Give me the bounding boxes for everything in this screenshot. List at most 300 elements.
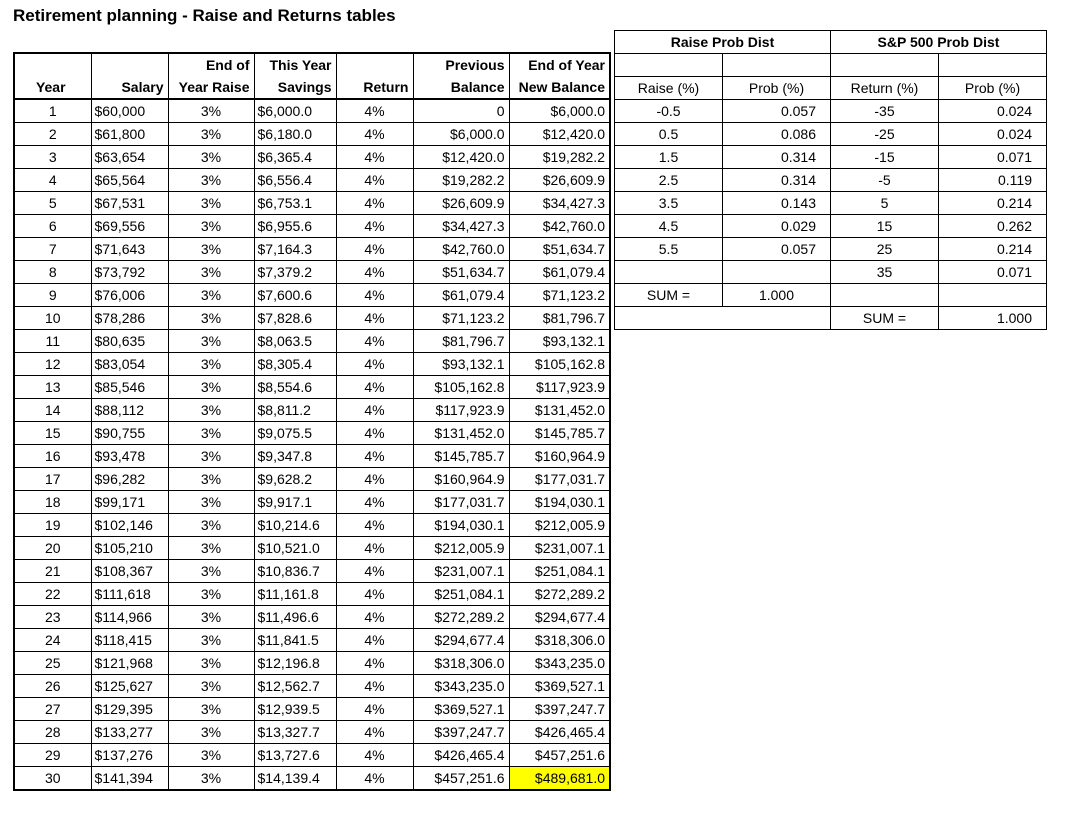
return-value-cell[interactable]: 5: [831, 192, 939, 215]
table-row: [14, 123, 610, 146]
savings-cell[interactable]: $6,365.4: [254, 146, 336, 169]
previous-balance-cell[interactable]: $51,634.7: [413, 261, 509, 284]
raise-cell[interactable]: 3%: [168, 422, 254, 445]
return-value-cell[interactable]: -25: [831, 123, 939, 146]
raise-prob-cell[interactable]: 0.057: [723, 238, 831, 261]
year-cell[interactable]: 6: [14, 215, 91, 238]
raise-cell[interactable]: 3%: [168, 169, 254, 192]
previous-balance-cell[interactable]: $194,030.1: [413, 514, 509, 537]
salary-cell[interactable]: $137,276: [91, 744, 168, 767]
return-cell[interactable]: 4%: [336, 422, 413, 445]
previous-balance-cell[interactable]: $12,420.0: [413, 146, 509, 169]
raise-cell[interactable]: 3%: [168, 514, 254, 537]
salary-header-top[interactable]: [91, 53, 168, 76]
raise-cell[interactable]: 3%: [168, 376, 254, 399]
return-value-cell[interactable]: -35: [831, 100, 939, 123]
year-cell[interactable]: 15: [14, 422, 91, 445]
savings-cell[interactable]: $11,841.5: [254, 629, 336, 652]
balance-table: [13, 52, 611, 791]
year-cell[interactable]: 22: [14, 583, 91, 606]
salary-cell[interactable]: $93,478: [91, 445, 168, 468]
empty-cell: [615, 54, 723, 77]
year-cell[interactable]: 26: [14, 675, 91, 698]
year-cell[interactable]: 29: [14, 744, 91, 767]
new-balance-cell[interactable]: $71,123.2: [509, 284, 610, 307]
table-row: [14, 261, 610, 284]
year-cell[interactable]: 21: [14, 560, 91, 583]
return-header-bottom[interactable]: Return: [336, 76, 413, 99]
empty-cell: [939, 284, 1047, 307]
salary-cell[interactable]: $125,627: [91, 675, 168, 698]
raise-cell[interactable]: 3%: [168, 537, 254, 560]
salary-cell[interactable]: $73,792: [91, 261, 168, 284]
return-cell[interactable]: 4%: [336, 698, 413, 721]
prob-row: [615, 307, 1047, 330]
raise-cell[interactable]: 3%: [168, 123, 254, 146]
previous-balance-cell[interactable]: $145,785.7: [413, 445, 509, 468]
year-cell[interactable]: 2: [14, 123, 91, 146]
empty-cell: [615, 307, 723, 330]
savings-cell[interactable]: $6,753.1: [254, 192, 336, 215]
salary-cell[interactable]: $71,643: [91, 238, 168, 261]
previous-balance-header-bottom[interactable]: Balance: [413, 76, 509, 99]
table-row: [14, 652, 610, 675]
table-row: [14, 537, 610, 560]
salary-cell[interactable]: $108,367: [91, 560, 168, 583]
return-cell[interactable]: 4%: [336, 675, 413, 698]
return-value-cell[interactable]: 15: [831, 215, 939, 238]
savings-cell[interactable]: $10,521.0: [254, 537, 336, 560]
new-balance-cell[interactable]: $81,796.7: [509, 307, 610, 330]
raise-cell[interactable]: 3%: [168, 583, 254, 606]
savings-cell[interactable]: $7,379.2: [254, 261, 336, 284]
prob-row: [615, 100, 1047, 123]
new-balance-cell[interactable]: $397,247.7: [509, 698, 610, 721]
sp500-table-title[interactable]: S&P 500 Prob Dist: [831, 31, 1047, 54]
return-cell[interactable]: 4%: [336, 606, 413, 629]
prob-blank-row: [615, 54, 1047, 77]
return-cell[interactable]: 4%: [336, 307, 413, 330]
year-cell[interactable]: 30: [14, 767, 91, 791]
year-cell[interactable]: 14: [14, 399, 91, 422]
savings-header-bottom[interactable]: Savings: [254, 76, 336, 99]
year-cell[interactable]: 1: [14, 99, 91, 123]
new-balance-cell[interactable]: $145,785.7: [509, 422, 610, 445]
new-balance-cell[interactable]: $272,289.2: [509, 583, 610, 606]
previous-balance-cell[interactable]: $26,609.9: [413, 192, 509, 215]
salary-cell[interactable]: $129,395: [91, 698, 168, 721]
return-cell[interactable]: 4%: [336, 652, 413, 675]
raise-cell[interactable]: 3%: [168, 468, 254, 491]
salary-cell[interactable]: $88,112: [91, 399, 168, 422]
raise-sum-label[interactable]: SUM =: [615, 284, 723, 307]
salary-cell[interactable]: $114,966: [91, 606, 168, 629]
savings-cell[interactable]: $9,917.1: [254, 491, 336, 514]
return-cell[interactable]: 4%: [336, 215, 413, 238]
year-cell[interactable]: 12: [14, 353, 91, 376]
table-row: [14, 307, 610, 330]
return-prob-header[interactable]: Prob (%): [939, 77, 1047, 100]
return-value-cell[interactable]: -15: [831, 146, 939, 169]
raise-cell[interactable]: 3%: [168, 445, 254, 468]
return-cell[interactable]: 4%: [336, 330, 413, 353]
sp500-sum-value[interactable]: 1.000: [939, 307, 1047, 330]
return-header[interactable]: Return (%): [831, 77, 939, 100]
savings-cell[interactable]: $8,811.2: [254, 399, 336, 422]
salary-cell[interactable]: $80,635: [91, 330, 168, 353]
year-cell[interactable]: 5: [14, 192, 91, 215]
year-cell[interactable]: 24: [14, 629, 91, 652]
return-cell[interactable]: 4%: [336, 491, 413, 514]
return-prob-cell[interactable]: 0.024: [939, 123, 1047, 146]
year-cell[interactable]: 25: [14, 652, 91, 675]
new-balance-cell[interactable]: $251,084.1: [509, 560, 610, 583]
prob-row: [615, 146, 1047, 169]
previous-balance-cell[interactable]: $251,084.1: [413, 583, 509, 606]
salary-cell[interactable]: $99,171: [91, 491, 168, 514]
probability-tables: [614, 30, 1047, 330]
year-cell[interactable]: 11: [14, 330, 91, 353]
year-cell[interactable]: 20: [14, 537, 91, 560]
table-row: [14, 606, 610, 629]
return-prob-cell[interactable]: 0.262: [939, 215, 1047, 238]
return-cell[interactable]: 4%: [336, 353, 413, 376]
raise-cell[interactable]: 3%: [168, 560, 254, 583]
salary-cell[interactable]: $96,282: [91, 468, 168, 491]
salary-header-bottom[interactable]: Salary: [91, 76, 168, 99]
raise-value-cell[interactable]: 4.5: [615, 215, 723, 238]
savings-cell[interactable]: $9,628.2: [254, 468, 336, 491]
return-cell[interactable]: 4%: [336, 468, 413, 491]
new-balance-cell[interactable]: $34,427.3: [509, 192, 610, 215]
previous-balance-cell[interactable]: $6,000.0: [413, 123, 509, 146]
return-prob-cell[interactable]: 0.214: [939, 238, 1047, 261]
sheet-title: Retirement planning - Raise and Returns tables: [13, 6, 396, 25]
return-value-cell[interactable]: 35: [831, 261, 939, 284]
year-cell[interactable]: 10: [14, 307, 91, 330]
salary-cell[interactable]: $65,564: [91, 169, 168, 192]
empty-cell: [831, 54, 939, 77]
raise-cell[interactable]: 3%: [168, 261, 254, 284]
savings-cell[interactable]: $7,828.6: [254, 307, 336, 330]
raise-prob-header[interactable]: Prob (%): [723, 77, 831, 100]
salary-cell[interactable]: $102,146: [91, 514, 168, 537]
previous-balance-cell[interactable]: $117,923.9: [413, 399, 509, 422]
new-balance-cell[interactable]: $194,030.1: [509, 491, 610, 514]
salary-cell[interactable]: $78,286: [91, 307, 168, 330]
salary-cell[interactable]: $141,394: [91, 767, 168, 791]
raise-value-cell[interactable]: -0.5: [615, 100, 723, 123]
table-row: [14, 767, 610, 791]
new-balance-cell[interactable]: $212,005.9: [509, 514, 610, 537]
prob-row: [615, 192, 1047, 215]
return-cell[interactable]: 4%: [336, 399, 413, 422]
return-prob-cell[interactable]: 0.071: [939, 261, 1047, 284]
return-cell[interactable]: 4%: [336, 284, 413, 307]
return-cell[interactable]: 4%: [336, 629, 413, 652]
return-cell[interactable]: 4%: [336, 192, 413, 215]
previous-balance-cell[interactable]: $131,452.0: [413, 422, 509, 445]
previous-balance-cell[interactable]: $212,005.9: [413, 537, 509, 560]
salary-cell[interactable]: $76,006: [91, 284, 168, 307]
raise-cell[interactable]: 3%: [168, 238, 254, 261]
table-row: [14, 192, 610, 215]
previous-balance-cell[interactable]: $231,007.1: [413, 560, 509, 583]
savings-cell[interactable]: $8,554.6: [254, 376, 336, 399]
table-row: [14, 215, 610, 238]
raise-cell[interactable]: 3%: [168, 629, 254, 652]
year-cell[interactable]: 4: [14, 169, 91, 192]
return-cell[interactable]: 4%: [336, 261, 413, 284]
raise-cell[interactable]: 3%: [168, 330, 254, 353]
savings-cell[interactable]: $14,139.4: [254, 767, 336, 791]
table-row: [14, 583, 610, 606]
salary-cell[interactable]: $121,968: [91, 652, 168, 675]
return-cell[interactable]: 4%: [336, 514, 413, 537]
year-cell[interactable]: 7: [14, 238, 91, 261]
raise-cell[interactable]: 3%: [168, 721, 254, 744]
year-cell[interactable]: 8: [14, 261, 91, 284]
savings-cell[interactable]: $6,180.0: [254, 123, 336, 146]
previous-balance-cell[interactable]: $105,162.8: [413, 376, 509, 399]
salary-cell[interactable]: $85,546: [91, 376, 168, 399]
new-balance-cell[interactable]: $343,235.0: [509, 652, 610, 675]
return-header-top[interactable]: [336, 53, 413, 76]
prob-row: [615, 215, 1047, 238]
new-balance-cell[interactable]: $105,162.8: [509, 353, 610, 376]
raise-prob-cell[interactable]: 0.314: [723, 146, 831, 169]
raise-cell[interactable]: 3%: [168, 606, 254, 629]
return-cell[interactable]: 4%: [336, 99, 413, 123]
savings-cell[interactable]: $11,496.6: [254, 606, 336, 629]
previous-balance-cell[interactable]: $160,964.9: [413, 468, 509, 491]
raise-cell[interactable]: 3%: [168, 99, 254, 123]
new-balance-cell[interactable]: $489,681.0: [509, 767, 610, 791]
year-cell[interactable]: 13: [14, 376, 91, 399]
year-cell[interactable]: 27: [14, 698, 91, 721]
raise-prob-cell[interactable]: 0.314: [723, 169, 831, 192]
table-row: [14, 744, 610, 767]
salary-cell[interactable]: $111,618: [91, 583, 168, 606]
year-header-bottom[interactable]: Year: [14, 76, 91, 99]
salary-cell[interactable]: $118,415: [91, 629, 168, 652]
year-cell[interactable]: 3: [14, 146, 91, 169]
savings-cell[interactable]: $12,562.7: [254, 675, 336, 698]
raise-cell[interactable]: 3%: [168, 744, 254, 767]
savings-header-top[interactable]: This Year: [254, 53, 336, 76]
savings-cell[interactable]: $7,164.3: [254, 238, 336, 261]
return-cell[interactable]: 4%: [336, 169, 413, 192]
new-balance-header-top[interactable]: End of Year: [509, 53, 610, 76]
raise-cell[interactable]: 3%: [168, 491, 254, 514]
new-balance-cell[interactable]: $26,609.9: [509, 169, 610, 192]
raise-sum-value[interactable]: 1.000: [723, 284, 831, 307]
year-cell[interactable]: 19: [14, 514, 91, 537]
new-balance-cell[interactable]: $426,465.4: [509, 721, 610, 744]
prob-titles-row: [615, 31, 1047, 54]
table-row: [14, 675, 610, 698]
savings-cell[interactable]: $8,063.5: [254, 330, 336, 353]
savings-cell[interactable]: $13,727.6: [254, 744, 336, 767]
return-cell[interactable]: 4%: [336, 123, 413, 146]
raise-table-title[interactable]: Raise Prob Dist: [615, 31, 831, 54]
new-balance-cell[interactable]: $117,923.9: [509, 376, 610, 399]
raise-cell[interactable]: 3%: [168, 399, 254, 422]
previous-balance-cell[interactable]: $272,289.2: [413, 606, 509, 629]
savings-cell[interactable]: $8,305.4: [254, 353, 336, 376]
previous-balance-cell[interactable]: $457,251.6: [413, 767, 509, 791]
year-cell[interactable]: 23: [14, 606, 91, 629]
raise-cell[interactable]: 3%: [168, 215, 254, 238]
new-balance-header-bottom[interactable]: New Balance: [509, 76, 610, 99]
raise-cell[interactable]: 3%: [168, 192, 254, 215]
return-cell[interactable]: 4%: [336, 583, 413, 606]
return-cell[interactable]: 4%: [336, 721, 413, 744]
table-row: [14, 399, 610, 422]
raise-value-cell[interactable]: 5.5: [615, 238, 723, 261]
new-balance-cell[interactable]: $160,964.9: [509, 445, 610, 468]
savings-cell[interactable]: $9,347.8: [254, 445, 336, 468]
new-balance-cell[interactable]: $318,306.0: [509, 629, 610, 652]
previous-balance-cell[interactable]: $294,677.4: [413, 629, 509, 652]
new-balance-cell[interactable]: $457,251.6: [509, 744, 610, 767]
raise-cell[interactable]: 3%: [168, 698, 254, 721]
salary-cell[interactable]: $90,755: [91, 422, 168, 445]
year-cell[interactable]: 28: [14, 721, 91, 744]
raise-header[interactable]: Raise (%): [615, 77, 723, 100]
salary-cell[interactable]: $105,210: [91, 537, 168, 560]
prob-headers-row: [615, 77, 1047, 100]
raise-prob-cell[interactable]: 0.086: [723, 123, 831, 146]
empty-cell: [939, 54, 1047, 77]
savings-cell[interactable]: $7,600.6: [254, 284, 336, 307]
return-prob-cell[interactable]: 0.071: [939, 146, 1047, 169]
prob-row: [615, 169, 1047, 192]
return-prob-cell[interactable]: 0.119: [939, 169, 1047, 192]
return-value-cell[interactable]: 25: [831, 238, 939, 261]
raise-cell[interactable]: 3%: [168, 284, 254, 307]
new-balance-cell[interactable]: $294,677.4: [509, 606, 610, 629]
previous-balance-cell[interactable]: $397,247.7: [413, 721, 509, 744]
previous-balance-cell[interactable]: $93,132.1: [413, 353, 509, 376]
new-balance-cell[interactable]: $177,031.7: [509, 468, 610, 491]
salary-cell[interactable]: $60,000: [91, 99, 168, 123]
raise-value-cell[interactable]: 2.5: [615, 169, 723, 192]
new-balance-cell[interactable]: $131,452.0: [509, 399, 610, 422]
salary-cell[interactable]: $69,556: [91, 215, 168, 238]
return-prob-cell[interactable]: 0.214: [939, 192, 1047, 215]
return-cell[interactable]: 4%: [336, 376, 413, 399]
return-value-cell[interactable]: -5: [831, 169, 939, 192]
savings-cell[interactable]: $13,327.7: [254, 721, 336, 744]
raise-cell[interactable]: 3%: [168, 652, 254, 675]
prob-row: [615, 261, 1047, 284]
return-cell[interactable]: 4%: [336, 146, 413, 169]
new-balance-cell[interactable]: $12,420.0: [509, 123, 610, 146]
salary-cell[interactable]: $63,654: [91, 146, 168, 169]
previous-balance-cell[interactable]: $318,306.0: [413, 652, 509, 675]
savings-cell[interactable]: $6,000.0: [254, 99, 336, 123]
salary-cell[interactable]: $61,800: [91, 123, 168, 146]
return-cell[interactable]: 4%: [336, 767, 413, 791]
previous-balance-cell[interactable]: $426,465.4: [413, 744, 509, 767]
new-balance-cell[interactable]: $42,760.0: [509, 215, 610, 238]
salary-cell[interactable]: $67,531: [91, 192, 168, 215]
savings-cell[interactable]: $10,836.7: [254, 560, 336, 583]
savings-cell[interactable]: $6,556.4: [254, 169, 336, 192]
new-balance-cell[interactable]: $6,000.0: [509, 99, 610, 123]
return-prob-cell[interactable]: 0.024: [939, 100, 1047, 123]
previous-balance-cell[interactable]: $177,031.7: [413, 491, 509, 514]
year-header-top[interactable]: [14, 53, 91, 76]
previous-balance-cell[interactable]: $34,427.3: [413, 215, 509, 238]
previous-balance-cell[interactable]: $61,079.4: [413, 284, 509, 307]
return-cell[interactable]: 4%: [336, 445, 413, 468]
year-cell[interactable]: 18: [14, 491, 91, 514]
previous-balance-cell[interactable]: $343,235.0: [413, 675, 509, 698]
raise-prob-cell[interactable]: 0.057: [723, 100, 831, 123]
previous-balance-cell[interactable]: $19,282.2: [413, 169, 509, 192]
raise-cell[interactable]: 3%: [168, 146, 254, 169]
raise-prob-cell[interactable]: 0.143: [723, 192, 831, 215]
new-balance-cell[interactable]: $51,634.7: [509, 238, 610, 261]
table-row: [14, 514, 610, 537]
raise-prob-cell[interactable]: 0.029: [723, 215, 831, 238]
previous-balance-cell[interactable]: $42,760.0: [413, 238, 509, 261]
raise-value-cell[interactable]: 0.5: [615, 123, 723, 146]
new-balance-cell[interactable]: $231,007.1: [509, 537, 610, 560]
raise-cell[interactable]: 3%: [168, 675, 254, 698]
previous-balance-cell[interactable]: $369,527.1: [413, 698, 509, 721]
year-cell[interactable]: 9: [14, 284, 91, 307]
return-cell[interactable]: 4%: [336, 537, 413, 560]
raise-value-cell[interactable]: 3.5: [615, 192, 723, 215]
raise-value-cell[interactable]: 1.5: [615, 146, 723, 169]
raise-cell[interactable]: 3%: [168, 353, 254, 376]
previous-balance-header-top[interactable]: Previous: [413, 53, 509, 76]
raise-header-bottom[interactable]: Year Raise: [168, 76, 254, 99]
year-cell[interactable]: 17: [14, 468, 91, 491]
sp500-sum-label[interactable]: SUM =: [831, 307, 939, 330]
table-row: [14, 330, 610, 353]
previous-balance-cell[interactable]: $71,123.2: [413, 307, 509, 330]
savings-cell[interactable]: $9,075.5: [254, 422, 336, 445]
new-balance-cell[interactable]: $369,527.1: [509, 675, 610, 698]
savings-cell[interactable]: $11,161.8: [254, 583, 336, 606]
savings-cell[interactable]: $10,214.6: [254, 514, 336, 537]
salary-cell[interactable]: $133,277: [91, 721, 168, 744]
savings-cell[interactable]: $12,939.5: [254, 698, 336, 721]
return-cell[interactable]: 4%: [336, 238, 413, 261]
return-cell[interactable]: 4%: [336, 560, 413, 583]
new-balance-cell[interactable]: $61,079.4: [509, 261, 610, 284]
raise-header-top[interactable]: End of: [168, 53, 254, 76]
new-balance-cell[interactable]: $19,282.2: [509, 146, 610, 169]
salary-cell[interactable]: $83,054: [91, 353, 168, 376]
table-row: [14, 491, 610, 514]
raise-cell[interactable]: 3%: [168, 307, 254, 330]
savings-cell[interactable]: $12,196.8: [254, 652, 336, 675]
savings-cell[interactable]: $6,955.6: [254, 215, 336, 238]
raise-cell[interactable]: 3%: [168, 767, 254, 791]
year-cell[interactable]: 16: [14, 445, 91, 468]
new-balance-cell[interactable]: $93,132.1: [509, 330, 610, 353]
return-cell[interactable]: 4%: [336, 744, 413, 767]
previous-balance-cell[interactable]: 0: [413, 99, 509, 123]
previous-balance-cell[interactable]: $81,796.7: [413, 330, 509, 353]
prob-row: [615, 123, 1047, 146]
table-row: [14, 284, 610, 307]
